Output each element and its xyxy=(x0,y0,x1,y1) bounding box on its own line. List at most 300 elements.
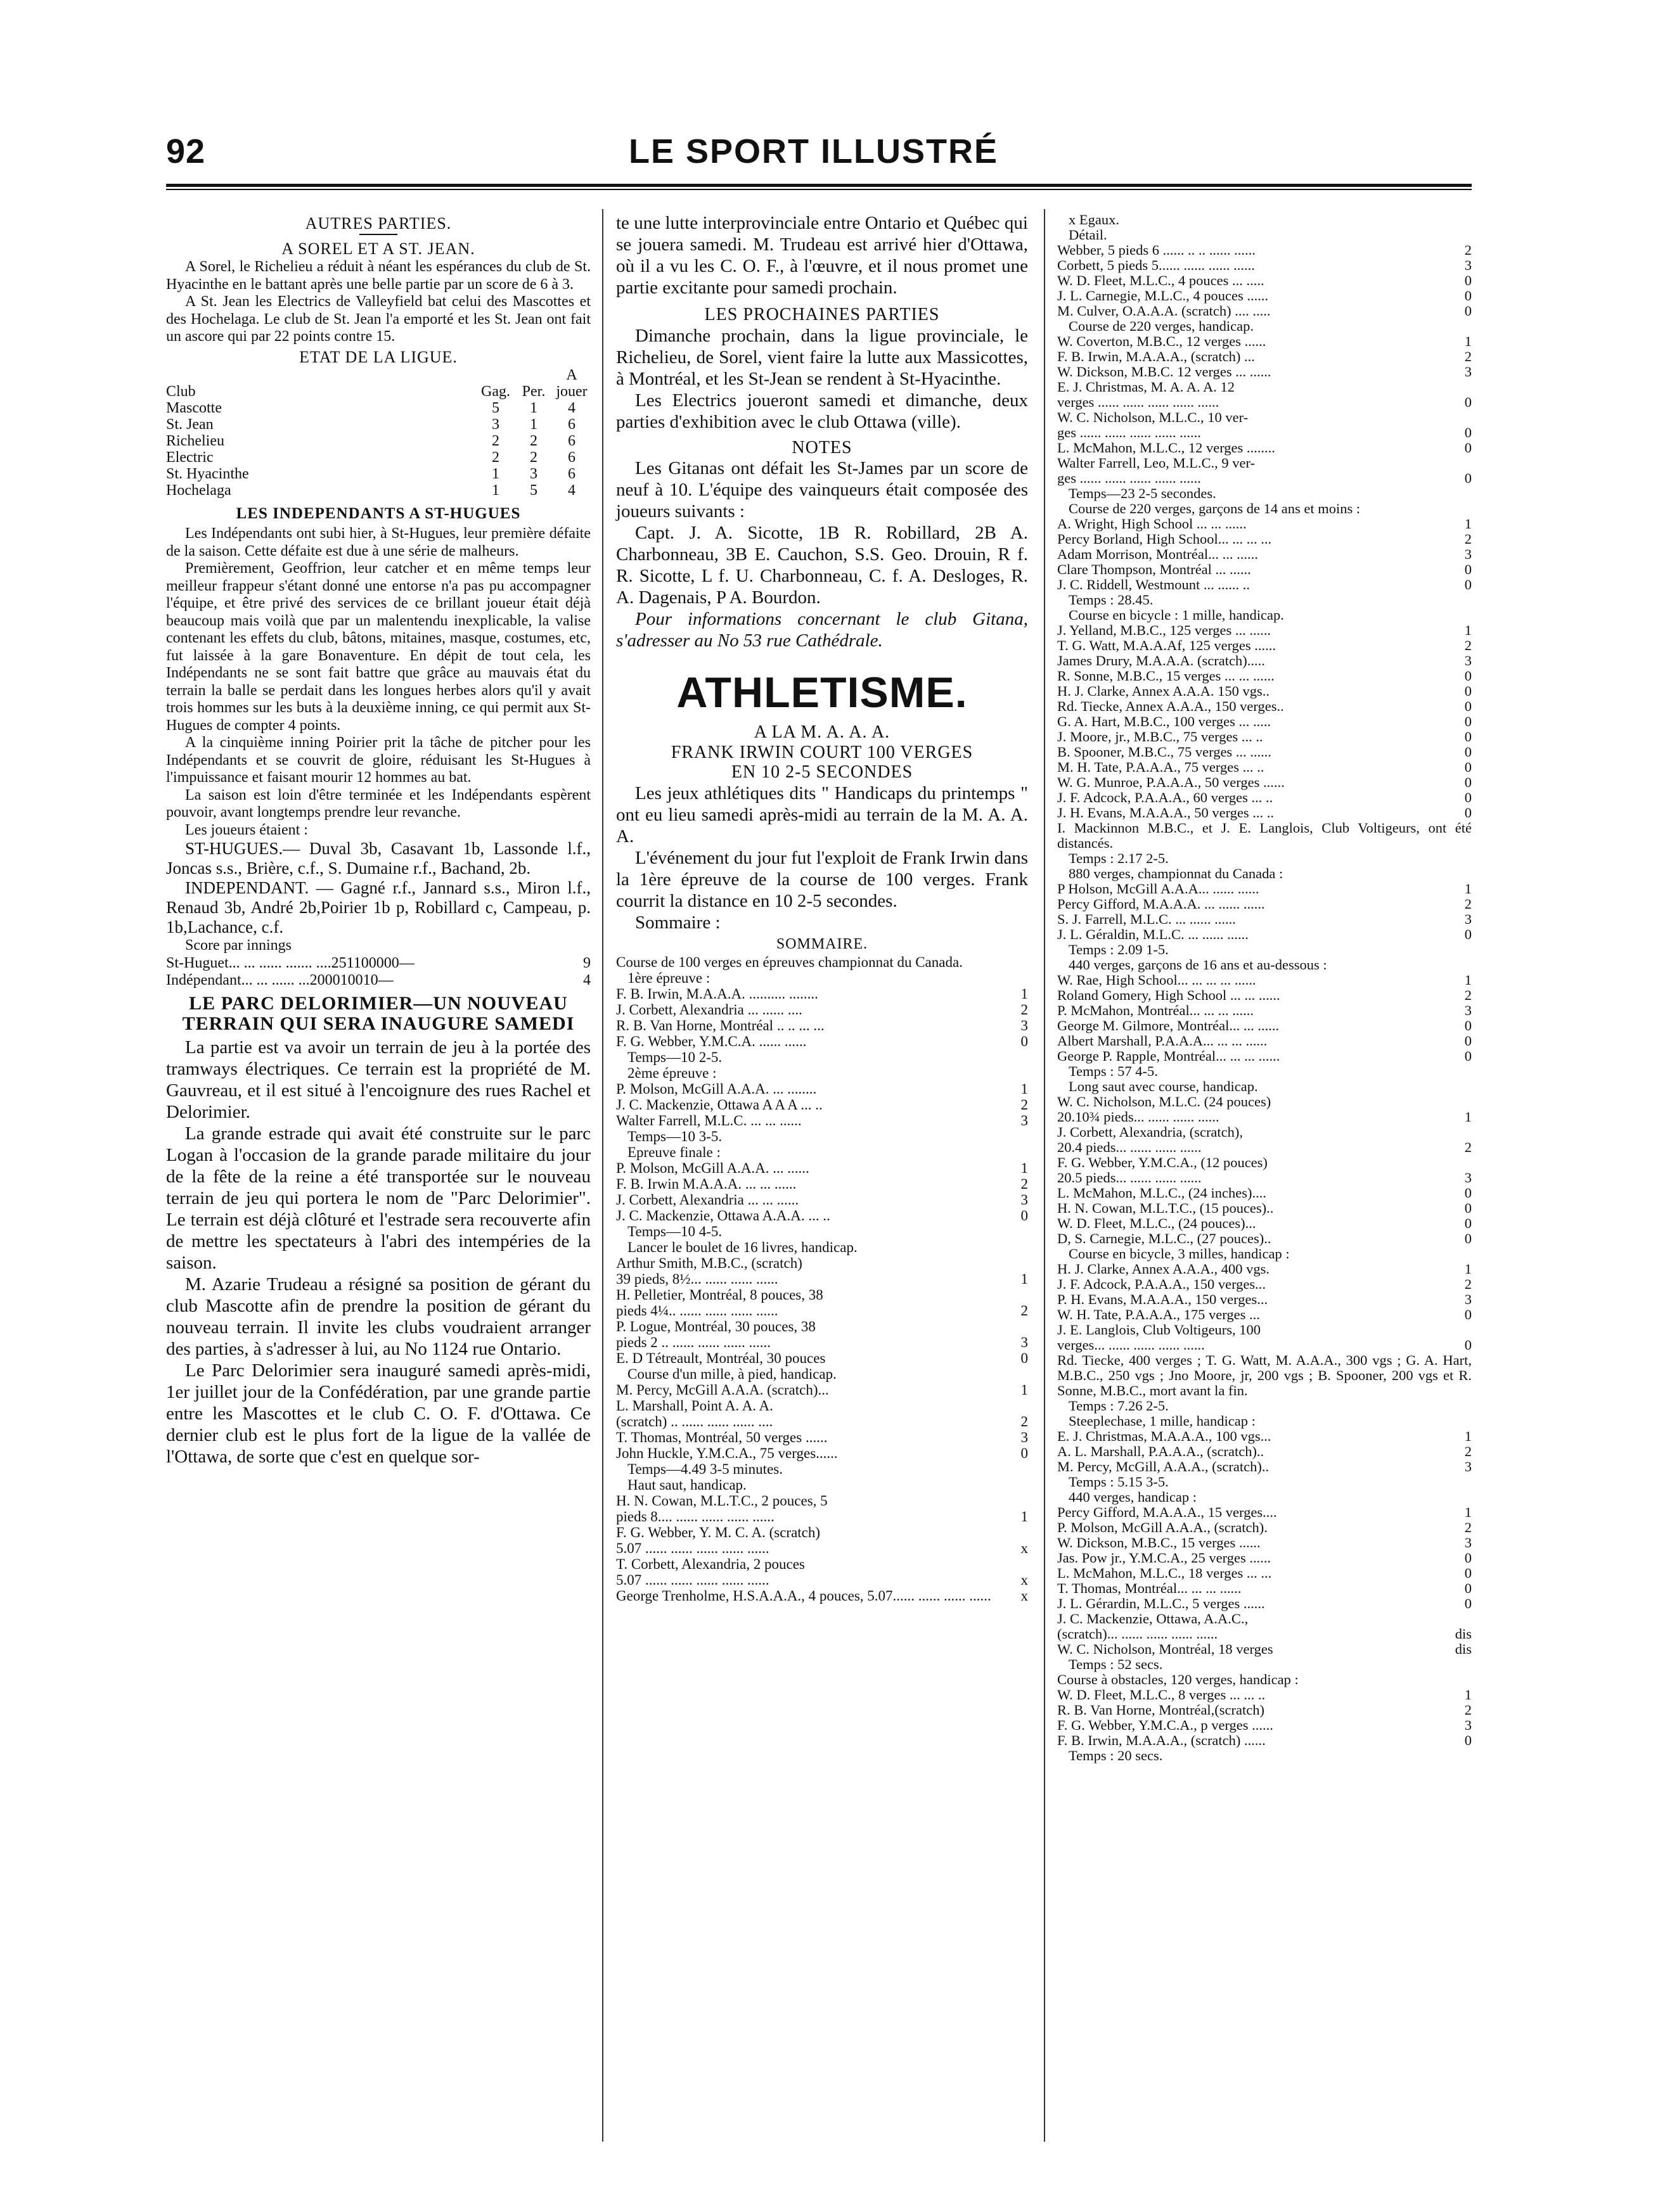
result-entry: T. Thomas, Montréal... ... ... ...... xyxy=(1057,1581,1242,1596)
result-entry: P. Molson, McGill A.A.A., (scratch). xyxy=(1057,1520,1268,1535)
page-header xyxy=(166,132,1472,182)
article-headline: LE PARC DELORIMIER—UN NOUVEAU TERRAIN QUI SERA INAUGURE SAMEDI xyxy=(182,992,575,1034)
result-row xyxy=(1057,1338,1472,1353)
league-cell-gag: 1 xyxy=(492,466,499,482)
result-row xyxy=(1057,1642,1472,1657)
article-paragraph: Sommaire : xyxy=(635,912,721,933)
result-row xyxy=(616,1588,1028,1604)
result-entry: W. C. Nicholson, Montréal, 18 verges xyxy=(1057,1642,1273,1657)
result-row xyxy=(1057,1596,1472,1611)
result-rank: 0 xyxy=(1020,1445,1028,1461)
result-rank: 0 xyxy=(1464,699,1472,714)
result-entry: J. C. Riddell, Westmount ... ...... .. xyxy=(1057,577,1250,592)
result-row xyxy=(616,1271,1028,1287)
article-paragraph: Dimanche prochain, dans la ligue provinciale, le Richelieu, de Sorel, vient faire la lutte aux Massicottes, à Montréal, et les St-Jean se rendent à St-Hyacinthe. xyxy=(616,325,1028,389)
column-3 xyxy=(1057,212,1472,1763)
league-row xyxy=(166,466,591,482)
result-rank: 0 xyxy=(1464,745,1472,760)
result-text: Course de 100 verges en épreuves championnat du Canada. xyxy=(616,954,963,970)
league-cell-club: Hochelaga xyxy=(166,482,231,499)
result-entry: J. Moore, jr., M.B.C., 75 verges ... .. xyxy=(1057,729,1263,745)
result-entry: T. Thomas, Montréal, 50 verges ...... xyxy=(616,1429,828,1445)
subsection-heading: A LA M. A. A. A. xyxy=(754,722,890,742)
result-entry: H. J. Clarke, Annex A.A.A. 150 vgs.. xyxy=(1057,684,1270,699)
result-entry: 20.5 pieds... ...... ...... ...... xyxy=(1057,1170,1202,1186)
league-header-club: Club xyxy=(166,383,196,400)
result-entry: W. Dickson, M.B.C. 12 verges ... ...... xyxy=(1057,364,1271,380)
article-paragraph: La saison est loin d'être terminée et les Indépendants espèrent pouvoir, avant longtemps prendre leur revanche. xyxy=(166,786,591,821)
league-row xyxy=(166,449,591,466)
result-rank: 3 xyxy=(1464,1292,1472,1307)
league-cell-club: St. Jean xyxy=(166,416,214,433)
score-row xyxy=(166,972,591,990)
result-rank: 1 xyxy=(1464,1262,1472,1277)
result-row xyxy=(616,1540,1028,1556)
result-entry: J. Yelland, M.B.C., 125 verges ... ...... xyxy=(1057,623,1271,638)
result-row xyxy=(1057,1459,1472,1474)
result-row xyxy=(616,986,1028,1002)
result-entry: Webber, 5 pieds 6 ...... .. .. ...... ...... xyxy=(1057,243,1256,258)
result-subheading: Temps : 57 4-5. xyxy=(1069,1063,1158,1079)
result-rank: 0 xyxy=(1464,1231,1472,1246)
league-cell-jouer: 6 xyxy=(568,433,575,449)
subsection-heading: EN 10 2-5 SECONDES xyxy=(731,762,913,782)
result-row xyxy=(1057,1262,1472,1277)
result-rank: 2 xyxy=(1020,1176,1028,1192)
result-rank: 0 xyxy=(1464,1581,1472,1596)
result-rank: 3 xyxy=(1464,1718,1472,1733)
result-text: E. J. Christmas, M. A. A. A. 12 xyxy=(1057,379,1235,395)
result-rank: 0 xyxy=(1464,1338,1472,1353)
result-row xyxy=(1057,1140,1472,1155)
result-row xyxy=(1057,273,1472,288)
result-row xyxy=(1057,745,1472,760)
result-rank: 2 xyxy=(1464,1140,1472,1155)
result-entry: L. McMahon, M.L.C., 12 verges ........ xyxy=(1057,440,1275,456)
result-rank: 0 xyxy=(1464,805,1472,821)
result-rank: 3 xyxy=(1020,1429,1028,1445)
result-row xyxy=(1057,897,1472,912)
result-row xyxy=(1057,790,1472,805)
result-rank: 2 xyxy=(1020,1002,1028,1018)
result-rank: 3 xyxy=(1464,653,1472,668)
result-entry: J. L. Carnegie, M.L.C., 4 pouces ...... xyxy=(1057,288,1269,304)
result-subheading: Temps : 2.09 1-5. xyxy=(1069,942,1169,957)
subsection-heading: SOMMAIRE. xyxy=(776,935,868,952)
article-paragraph: M. Azarie Trudeau a résigné sa position de gérant du club Mascotte afin de prendre la position de gérant du nouveau terrain. Il invite les clubs voudraient arranger des parties, à s'adresser à lui, au No 1124 rue Ontario. xyxy=(166,1274,591,1359)
result-entry: pieds 8.... ...... ...... ...... ...... xyxy=(616,1509,775,1525)
result-rank: 1 xyxy=(1464,516,1472,532)
result-entry: J. L. Gérardin, M.L.C., 5 verges ...... xyxy=(1057,1596,1265,1611)
result-entry: ges ...... ...... ...... ...... ...... xyxy=(1057,425,1201,440)
result-subheading: Détail. xyxy=(1069,227,1107,243)
result-rank: 1 xyxy=(1464,1429,1472,1444)
result-row xyxy=(1057,1109,1472,1125)
result-rank: 1 xyxy=(1464,1109,1472,1125)
result-entry: P. H. Evans, M.A.A.A., 150 verges... xyxy=(1057,1292,1268,1307)
result-rank: 1 xyxy=(1464,1505,1472,1520)
result-entry: L. McMahon, M.L.C., 18 verges ... ... xyxy=(1057,1566,1272,1581)
result-row xyxy=(1057,1444,1472,1459)
article-paragraph: Le Parc Delorimier sera inauguré samedi après-midi, 1er juillet jour de la Confédération, par une grande partie entre les Mascottes et le club C. O. F. d'Ottawa. Ce dernier club est le plus fort de la ligue de la vallée de l'Ottawa, de sorte que c'est en quelque sor- xyxy=(166,1360,591,1467)
result-subheading: Temps : 28.45. xyxy=(1069,592,1154,608)
result-rank: 0 xyxy=(1464,714,1472,729)
article-paragraph: Les Electrics joueront samedi et dimanche, deux parties d'exhibition avec le club Ottawa (ville). xyxy=(616,390,1028,432)
article-paragraph: Pour informations concernant le club Gitana, s'adresser au No 53 rue Cathédrale. xyxy=(616,609,1028,651)
result-text: T. Corbett, Alexandria, 2 pouces xyxy=(616,1556,805,1572)
result-text: W. C. Nicholson, M.L.C. (24 pouces) xyxy=(1057,1094,1271,1109)
result-subheading: Lancer le boulet de 16 livres, handicap. xyxy=(627,1239,858,1255)
result-entry: J. H. Evans, M.A.A.A., 50 verges ... .. xyxy=(1057,805,1275,821)
result-rank: 1 xyxy=(1464,334,1472,349)
league-cell-jouer: 4 xyxy=(568,400,575,416)
result-rank: 0 xyxy=(1464,1566,1472,1581)
result-row xyxy=(616,1303,1028,1319)
result-entry: P. McMahon, Montréal... ... ... ...... xyxy=(1057,1003,1254,1018)
result-rank: 0 xyxy=(1464,577,1472,592)
result-subheading: Epreuve finale : xyxy=(627,1144,721,1160)
result-rank: 2 xyxy=(1020,1303,1028,1319)
result-subheading: Course en bicycle : 1 mille, handicap. xyxy=(1069,607,1284,623)
result-rank: 0 xyxy=(1464,1033,1472,1049)
league-table xyxy=(166,367,591,499)
result-rank: 2 xyxy=(1464,638,1472,653)
league-cell-gag: 2 xyxy=(492,433,499,449)
article-paragraph: A St. Jean les Electrics de Valleyfield bat celui des Mascottes et des Hochelaga. Le club de St. Jean l'a emporté et les St. Jean ont fait un ascore qui par 22 points contre 15. xyxy=(166,293,591,345)
result-entry: A. L. Marshall, P.A.A.A., (scratch).. xyxy=(1057,1444,1264,1459)
column-2 xyxy=(616,212,1028,1604)
result-row xyxy=(1057,760,1472,775)
result-entry: P Holson, McGill A.A.A... ...... ...... xyxy=(1057,881,1259,897)
result-entry: F. B. Irwin, M.A.A.A., (scratch) ... xyxy=(1057,349,1255,364)
result-row xyxy=(1057,1429,1472,1444)
result-rank: 2 xyxy=(1464,349,1472,364)
result-row xyxy=(1057,1687,1472,1703)
league-cell-gag: 2 xyxy=(492,449,499,466)
result-text: P. Logue, Montréal, 30 pouces, 38 xyxy=(616,1319,816,1334)
result-row xyxy=(1057,471,1472,486)
result-text: J. C. Mackenzie, Ottawa, A.A.C., xyxy=(1057,1611,1249,1627)
result-entry: Albert Marshall, P.A.A.A... ... ... ...... xyxy=(1057,1033,1268,1049)
article-paragraph: La grande estrade qui avait été construite sur le parc Logan à l'occasion de la grande parade militaire du jour de la fête de la reine a été transportée sur le nouveau terrain de jeu qui portera le nom de "Parc Delorimier". Le terrain est déjà clôturé et l'estrade sera recouverte afin de mettre les spectateurs à l'abri des intempéries de la saison. xyxy=(166,1123,591,1273)
result-row xyxy=(1057,1186,1472,1201)
result-subheading: Temps—10 3-5. xyxy=(627,1128,723,1144)
result-rank: 0 xyxy=(1464,273,1472,288)
result-rank: 1 xyxy=(1020,986,1028,1002)
result-row xyxy=(1057,1292,1472,1307)
score-team: St-Huguet... ... ...... ....... ....251100000— xyxy=(166,954,415,971)
result-subheading: 440 verges, garçons de 16 ans et au-dessous : xyxy=(1069,957,1327,973)
subsection-heading: LES INDEPENDANTS A ST-HUGUES xyxy=(236,505,521,522)
result-text: H. Pelletier, Montréal, 8 pouces, 38 xyxy=(616,1287,823,1303)
result-text: Walter Farrell, Leo, M.L.C., 9 ver- xyxy=(1057,455,1256,471)
result-row xyxy=(1057,1216,1472,1231)
result-entry: Roland Gomery, High School ... ... ...... xyxy=(1057,988,1280,1003)
result-subheading: Temps : 5.15 3-5. xyxy=(1069,1474,1169,1490)
article-paragraph: A Sorel, le Richelieu a réduit à néant les espérances du club de St. Hyacinthe en le battant après une belle partie par un score de 6 à 3. xyxy=(166,259,591,293)
result-row xyxy=(1057,258,1472,273)
result-rank: 0 xyxy=(1464,1018,1472,1033)
page-title: LE SPORT ILLUSTRÉ xyxy=(629,132,999,170)
result-row xyxy=(1057,1505,1472,1520)
result-rank: 0 xyxy=(1464,425,1472,440)
result-row xyxy=(1057,653,1472,668)
result-rank: 3 xyxy=(1020,1334,1028,1350)
article-paragraph: Les joueurs étaient : xyxy=(185,821,308,838)
result-row xyxy=(616,1382,1028,1398)
result-row xyxy=(616,1350,1028,1366)
result-row xyxy=(1057,440,1472,456)
result-rank: 0 xyxy=(1464,729,1472,745)
result-rank: 0 xyxy=(1464,1733,1472,1748)
result-row xyxy=(616,1509,1028,1525)
result-row xyxy=(1057,1520,1472,1535)
result-entry: M. Percy, McGill, A.A.A., (scratch).. xyxy=(1057,1459,1270,1474)
result-rank: 3 xyxy=(1020,1113,1028,1128)
league-cell-per: 3 xyxy=(530,466,537,482)
result-rank: 3 xyxy=(1464,547,1472,562)
result-row xyxy=(1057,349,1472,364)
header-rule xyxy=(166,184,1472,190)
result-subheading: 440 verges, handicap : xyxy=(1069,1489,1197,1505)
result-rank: 0 xyxy=(1464,1596,1472,1611)
result-rank: x xyxy=(1020,1540,1028,1556)
column-1 xyxy=(166,212,591,1467)
result-text: J. Corbett, Alexandria, (scratch), xyxy=(1057,1124,1244,1140)
result-entry: D, S. Carnegie, M.L.C., (27 pouces).. xyxy=(1057,1231,1271,1246)
result-entry: B. Spooner, M.B.C., 75 verges ... ...... xyxy=(1057,745,1272,760)
result-entry: M. H. Tate, P.A.A.A., 75 verges ... .. xyxy=(1057,760,1264,775)
result-entry: 20.10¾ pieds... ...... ...... ...... xyxy=(1057,1109,1219,1125)
result-row xyxy=(616,1192,1028,1208)
result-rank: 0 xyxy=(1020,1208,1028,1224)
result-rank: dis xyxy=(1455,1642,1472,1657)
result-rank: 0 xyxy=(1464,790,1472,805)
result-row xyxy=(1057,304,1472,319)
league-cell-club: Electric xyxy=(166,449,214,466)
result-rank: 3 xyxy=(1464,1535,1472,1550)
result-rank: 1 xyxy=(1464,973,1472,988)
result-row xyxy=(1057,1003,1472,1018)
result-row xyxy=(1057,425,1472,440)
heading-rule xyxy=(359,234,397,235)
result-row xyxy=(1057,1550,1472,1566)
result-row xyxy=(1057,988,1472,1003)
result-rank: 3 xyxy=(1464,912,1472,927)
result-row xyxy=(1057,638,1472,653)
result-subheading: Steeplechase, 1 mille, handicap : xyxy=(1069,1413,1256,1429)
result-rank: 0 xyxy=(1020,1033,1028,1049)
result-rank: 3 xyxy=(1020,1018,1028,1033)
result-row xyxy=(616,1429,1028,1445)
result-subheading: Temps : 7.26 2-5. xyxy=(1069,1398,1169,1414)
result-row xyxy=(1057,1231,1472,1246)
subsection-heading: ETAT DE LA LIGUE. xyxy=(299,347,458,366)
result-rank: 1 xyxy=(1020,1160,1028,1176)
result-row xyxy=(616,1445,1028,1461)
result-row xyxy=(1057,684,1472,699)
column-divider xyxy=(602,209,603,2142)
result-text: F. G. Webber, Y.M.C.A., (12 pouces) xyxy=(1057,1154,1268,1170)
result-text: L. Marshall, Point A. A. A. xyxy=(616,1398,773,1414)
article-paragraph: Les Indépendants ont subi hier, à St-Hugues, leur première défaite de la saison. Cette défaite est due à une série de malheurs. xyxy=(166,525,591,559)
result-rank: 2 xyxy=(1464,243,1472,258)
score-row xyxy=(166,955,591,973)
result-entry: W. D. Fleet, M.L.C., 8 verges ... ... .. xyxy=(1057,1687,1266,1703)
result-row xyxy=(1057,395,1472,410)
result-text: W. C. Nicholson, M.L.C., 10 ver- xyxy=(1057,409,1249,425)
result-row xyxy=(1057,562,1472,577)
result-entry: M. Culver, O.A.A.A. (scratch) .... ..... xyxy=(1057,304,1271,319)
result-rank: 0 xyxy=(1464,440,1472,456)
result-row xyxy=(1057,729,1472,745)
result-entry: H. N. Cowan, M.L.T.C., (15 pouces).. xyxy=(1057,1201,1274,1216)
result-row xyxy=(1057,1733,1472,1748)
result-rank: 3 xyxy=(1464,364,1472,380)
result-text: Arthur Smith, M.B.C., (scratch) xyxy=(616,1255,802,1271)
result-rank: 2 xyxy=(1464,532,1472,547)
result-entry: J. Corbett, Alexandria ... ... ...... xyxy=(616,1192,799,1208)
result-row xyxy=(1057,1201,1472,1216)
result-entry: W. D. Fleet, M.L.C., 4 pouces ... ..... xyxy=(1057,273,1264,288)
result-rank: 0 xyxy=(1464,395,1472,410)
result-entry: John Huckle, Y.M.C.A., 75 verges...... xyxy=(616,1445,838,1461)
result-rank: 0 xyxy=(1464,288,1472,304)
result-subheading: Course de 220 verges, garçons de 14 ans et moins : xyxy=(1069,501,1361,516)
article-paragraph: Les jeux athlétiques dits " Handicaps du printemps " ont eu lieu samedi après-midi au terrain de la M. A. A. A. xyxy=(616,783,1028,847)
result-entry: G. A. Hart, M.B.C., 100 verges ... ..... xyxy=(1057,714,1271,729)
section-heading: LES PROCHAINES PARTIES xyxy=(704,305,940,324)
result-row xyxy=(616,1160,1028,1176)
result-subheading: Course en bicycle, 3 milles, handicap : xyxy=(1069,1246,1290,1262)
result-rank: 3 xyxy=(1020,1192,1028,1208)
article-paragraph: te une lutte interprovinciale entre Ontario et Québec qui se jouera samedi. M. Trudeau est arrivé hier d'Ottawa, où il a vu les C. O. F., à l'œuvre, et il nous promet une partie excitante pour samedi prochain. xyxy=(616,213,1028,298)
result-row xyxy=(616,1113,1028,1128)
result-entry: S. J. Farrell, M.L.C. ... ...... ...... xyxy=(1057,912,1236,927)
result-row xyxy=(1057,805,1472,821)
league-cell-club: St. Hyacinthe xyxy=(166,466,249,482)
result-entry: ges ...... ...... ...... ...... ...... xyxy=(1057,471,1201,486)
result-row xyxy=(1057,1170,1472,1186)
result-rank: x xyxy=(1020,1588,1028,1604)
result-row xyxy=(1057,1718,1472,1733)
result-row xyxy=(1057,912,1472,927)
result-text: Rd. Tiecke, 400 verges ; T. G. Watt, M. A.A.A., 300 vgs ; G. A. Hart, M.B.C., 250 vgs ; Jno Moore, jr, 200 vgs ; B. Spooner, 200 vgs et R. Sonne, M.B.C., mort avant la fin. xyxy=(1057,1352,1472,1398)
result-rank: 1 xyxy=(1020,1081,1028,1097)
result-rank: 0 xyxy=(1464,927,1472,942)
result-rank: 0 xyxy=(1464,760,1472,775)
result-subheading: Temps : 2.17 2-5. xyxy=(1069,850,1169,866)
result-entry: J. L. Géraldin, M.L.C. ... ...... ...... xyxy=(1057,927,1249,942)
result-subheading: 1ère épreuve : xyxy=(627,970,710,986)
result-entry: pieds 2 .. ...... ...... ...... ...... xyxy=(616,1334,771,1350)
result-rank: 1 xyxy=(1020,1271,1028,1287)
result-row xyxy=(1057,775,1472,790)
result-rank: 0 xyxy=(1464,304,1472,319)
result-rank: 0 xyxy=(1464,1550,1472,1566)
result-entry: F. B. Irwin, M.A.A.A., (scratch) ...... xyxy=(1057,1733,1266,1748)
subsection-heading: FRANK IRWIN COURT 100 VERGES xyxy=(671,742,974,762)
league-header-per: Per. xyxy=(522,383,546,400)
result-rank: 0 xyxy=(1464,1186,1472,1201)
result-entry: J. F. Adcock, P.A.A.A., 60 verges ... .. xyxy=(1057,790,1273,805)
lineup: INDEPENDANT. — Gagné r.f., Jannard s.s., Miron l.f., Renaud 3b, André 2b,Poirier 1b p, Robillard c, Campeau, p. 1b,Lachance, c.f. xyxy=(166,878,591,937)
result-entry: R. B. Van Horne, Montréal,(scratch) xyxy=(1057,1703,1264,1718)
league-cell-jouer: 4 xyxy=(568,482,575,499)
result-row xyxy=(1057,1049,1472,1064)
result-subheading: Temps—4.49 3-5 minutes. xyxy=(627,1461,783,1477)
result-entry: Corbett, 5 pieds 5...... ...... ...... ...... xyxy=(1057,258,1255,273)
result-rank: x xyxy=(1020,1572,1028,1588)
result-entry: F. G. Webber, Y.M.C.A. ...... ...... xyxy=(616,1033,807,1049)
result-row xyxy=(1057,532,1472,547)
result-subheading: Temps—10 4-5. xyxy=(627,1224,723,1239)
result-entry: W. Coverton, M.B.C., 12 verges ...... xyxy=(1057,334,1266,349)
result-entry: W. H. Tate, P.A.A.A., 175 verges ... xyxy=(1057,1307,1260,1322)
league-cell-per: 2 xyxy=(530,449,537,466)
result-subheading: Temps—23 2-5 secondes. xyxy=(1069,485,1216,501)
league-cell-gag: 1 xyxy=(492,482,499,499)
league-row xyxy=(166,416,591,433)
result-subheading: x Egaux. xyxy=(1069,212,1119,227)
athletisme-headline: ATHLETISME. xyxy=(676,668,968,717)
result-entry: J. C. Mackenzie, Ottawa A A A ... .. xyxy=(616,1097,823,1113)
result-entry: Percy Borland, High School... ... ... ... xyxy=(1057,532,1272,547)
article-paragraph: Les Gitanas ont défait les St-James par un score de neuf à 10. L'équipe des vainqueurs était composée des joueurs suivants : xyxy=(616,458,1028,521)
result-row xyxy=(1057,243,1472,258)
result-entry: (scratch)... ...... ...... ...... ...... xyxy=(1057,1627,1218,1642)
result-entry: verges... ...... ...... ...... ...... xyxy=(1057,1338,1205,1353)
result-row xyxy=(616,1002,1028,1018)
result-entry: W. Dickson, M.B.C., 15 verges ...... xyxy=(1057,1535,1261,1550)
result-rank: 0 xyxy=(1464,1307,1472,1322)
result-rank: 0 xyxy=(1464,1216,1472,1231)
result-rank: 0 xyxy=(1464,775,1472,790)
result-row xyxy=(616,1176,1028,1192)
result-subheading: 880 verges, championnat du Canada : xyxy=(1069,866,1283,881)
result-entry: (scratch) .. ...... ...... ...... .... xyxy=(616,1414,773,1429)
result-row xyxy=(1057,927,1472,942)
result-entry: E. D Tétreault, Montréal, 30 pouces xyxy=(616,1350,826,1366)
result-subheading: Course de 220 verges, handicap. xyxy=(1069,318,1254,334)
result-subheading: Temps—10 2-5. xyxy=(627,1049,723,1065)
result-row xyxy=(1057,1627,1472,1642)
result-entry: verges ...... ...... ...... ...... ...... xyxy=(1057,395,1219,410)
league-cell-club: Mascotte xyxy=(166,400,222,416)
league-cell-per: 1 xyxy=(530,416,537,433)
result-row xyxy=(616,1208,1028,1224)
result-entry: F. B. Irwin, M.A.A.A. .......... ........ xyxy=(616,986,818,1002)
result-rank: 0 xyxy=(1464,1201,1472,1216)
column-divider xyxy=(1044,209,1045,2142)
result-entry: R. B. Van Horne, Montréal .. .. ... ... xyxy=(616,1018,825,1033)
result-row xyxy=(616,1033,1028,1049)
result-rank: 1 xyxy=(1020,1382,1028,1398)
league-header-a: A xyxy=(566,367,577,383)
result-entry: George M. Gilmore, Montréal... ... ...... xyxy=(1057,1018,1280,1033)
result-rank: 0 xyxy=(1464,471,1472,486)
result-row xyxy=(1057,577,1472,592)
result-row xyxy=(1057,1307,1472,1322)
result-entry: pieds 4¼.. ...... ...... ...... ...... xyxy=(616,1303,778,1319)
league-cell-per: 5 xyxy=(530,482,537,499)
result-subheading: Long saut avec course, handicap. xyxy=(1069,1078,1258,1094)
result-row xyxy=(1057,623,1472,638)
result-rank: 0 xyxy=(1464,1049,1472,1064)
result-row xyxy=(616,1081,1028,1097)
result-entry: W. Rae, High School... ... ... ... ...... xyxy=(1057,973,1256,988)
section-heading: AUTRES PARTIES. xyxy=(305,214,452,233)
